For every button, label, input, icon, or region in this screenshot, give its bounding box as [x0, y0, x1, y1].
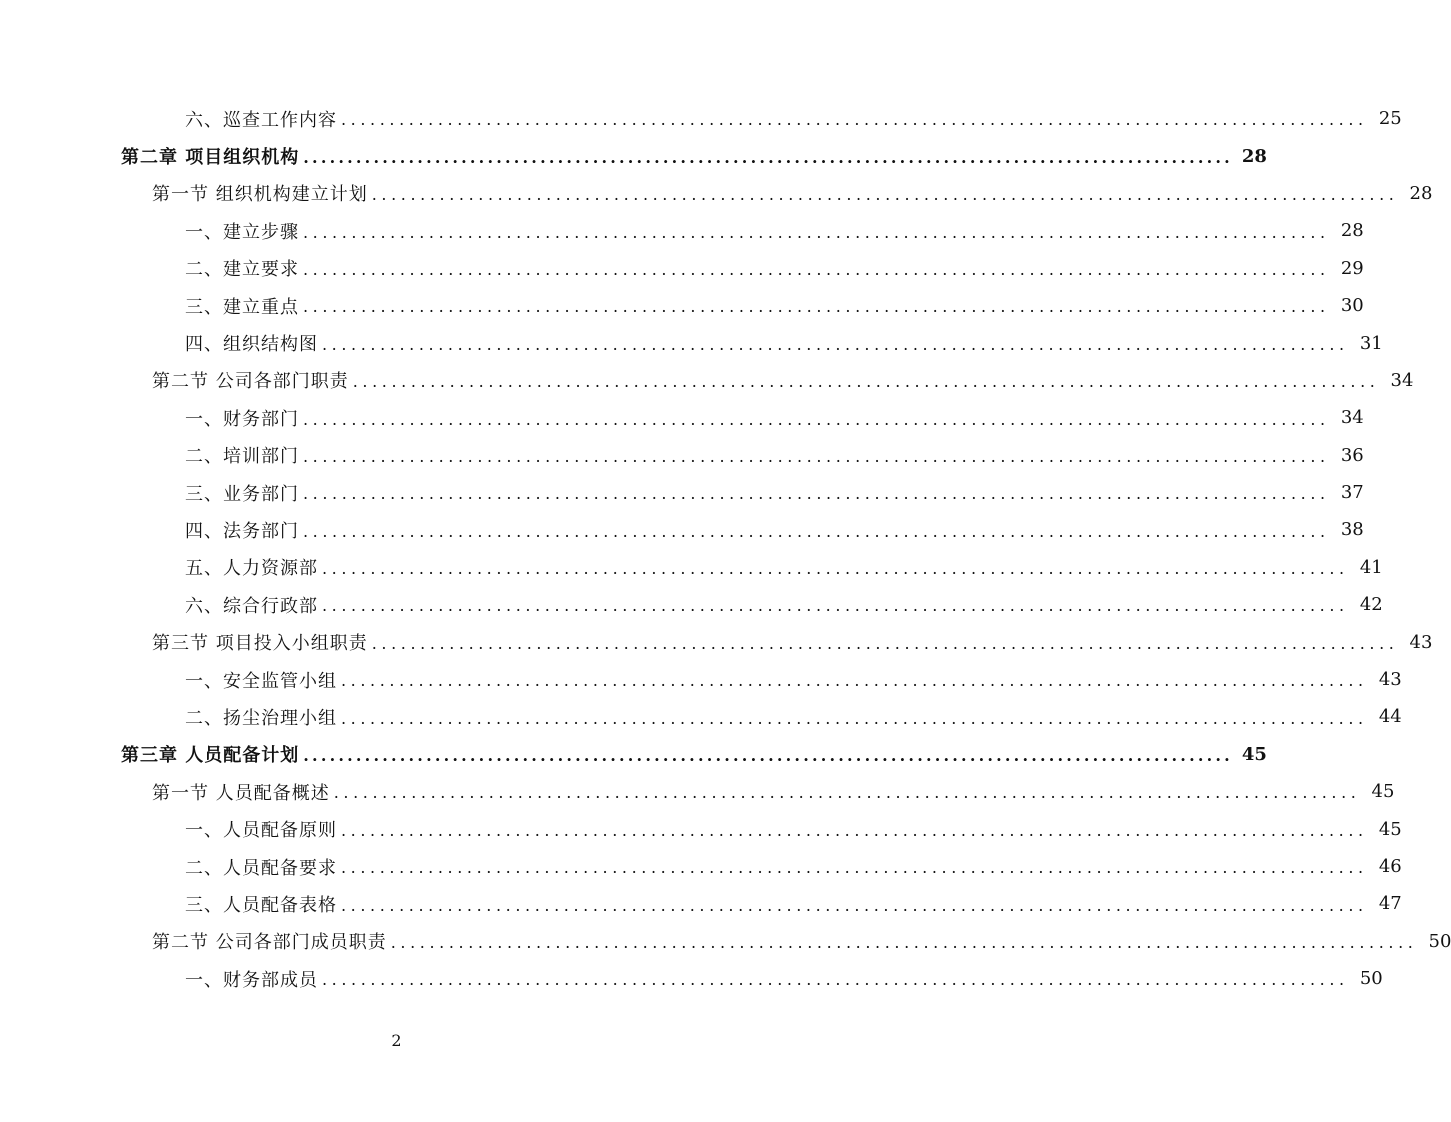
toc-entry-label: 四、组织结构图	[185, 334, 318, 356]
table-of-contents	[0, 100, 1451, 997]
toc-dot-leader: ..........................................................................................................	[303, 147, 1233, 167]
toc-entry-page-number: 28	[1409, 182, 1433, 204]
toc-entry-page-number: 37	[1340, 482, 1364, 504]
toc-subsection-entry[interactable]	[0, 698, 1402, 735]
toc-entry-label: 二、人员配备要求	[185, 857, 337, 879]
toc-entry-label: 第三章 人员配备计划	[121, 745, 300, 767]
toc-dot-leader: ..........................................................................................................	[341, 110, 1368, 130]
toc-section-entry[interactable]	[0, 362, 1414, 399]
toc-entry-label: 三、建立重点	[185, 296, 299, 318]
toc-entry-page-number: 28	[1340, 220, 1364, 242]
toc-entry-label: 二、培训部门	[185, 446, 299, 468]
toc-section-entry[interactable]	[0, 923, 1451, 960]
toc-subsection-entry[interactable]	[0, 399, 1364, 436]
toc-subsection-entry[interactable]	[0, 848, 1402, 885]
toc-dot-leader: ..........................................................................................................	[303, 297, 1330, 317]
toc-dot-leader: ..........................................................................................................	[341, 671, 1368, 691]
toc-dot-leader: ..........................................................................................................	[390, 932, 1418, 952]
toc-subsection-entry[interactable]	[0, 511, 1364, 548]
toc-entry-label: 五、人力资源部	[185, 558, 318, 580]
toc-entry-label: 一、人员配备原则	[185, 820, 337, 842]
toc-entry-page-number: 43	[1378, 669, 1402, 691]
toc-dot-leader: ..........................................................................................................	[322, 970, 1349, 990]
toc-subsection-entry[interactable]	[0, 586, 1383, 623]
toc-entry-label: 第二节 公司各部门成员职责	[152, 932, 387, 954]
toc-entry-label: 二、扬尘治理小组	[185, 707, 337, 729]
toc-section-entry[interactable]	[0, 773, 1395, 810]
toc-subsection-entry[interactable]	[0, 324, 1383, 361]
toc-dot-leader: ..........................................................................................................	[303, 521, 1330, 541]
toc-entry-page-number: 45	[1371, 781, 1395, 803]
toc-dot-leader: ..........................................................................................................	[341, 895, 1368, 915]
toc-entry-label: 第二章 项目组织机构	[121, 147, 300, 169]
toc-subsection-entry[interactable]	[0, 474, 1364, 511]
toc-subsection-entry[interactable]	[0, 212, 1364, 249]
toc-entry-label: 六、综合行政部	[185, 595, 318, 617]
toc-dot-leader: ..........................................................................................................	[371, 185, 1399, 205]
toc-dot-leader: ..........................................................................................................	[322, 559, 1349, 579]
toc-entry-page-number: 45	[1241, 743, 1267, 765]
toc-subsection-entry[interactable]	[0, 437, 1364, 474]
toc-entry-page-number: 45	[1378, 818, 1402, 840]
toc-entry-label: 第一节 组织机构建立计划	[152, 184, 368, 206]
toc-subsection-entry[interactable]	[0, 810, 1402, 847]
toc-entry-page-number: 30	[1340, 295, 1364, 317]
toc-entry-label: 第一节 人员配备概述	[152, 782, 330, 804]
toc-entry-page-number: 41	[1359, 556, 1383, 578]
toc-entry-label: 一、财务部成员	[185, 969, 318, 991]
toc-dot-leader: ..........................................................................................................	[341, 708, 1368, 728]
toc-dot-leader: ..........................................................................................................	[303, 259, 1330, 279]
toc-entry-label: 三、业务部门	[185, 483, 299, 505]
toc-dot-leader: ..........................................................................................................	[333, 783, 1361, 803]
toc-entry-page-number: 36	[1340, 444, 1364, 466]
toc-subsection-entry[interactable]	[0, 960, 1383, 997]
toc-dot-leader: ..........................................................................................................	[303, 222, 1330, 242]
toc-entry-label: 第三节 项目投入小组职责	[152, 633, 368, 655]
toc-entry-page-number: 42	[1359, 594, 1383, 616]
toc-dot-leader: ..........................................................................................................	[303, 446, 1330, 466]
toc-subsection-entry[interactable]	[0, 100, 1402, 137]
toc-dot-leader: ..........................................................................................................	[371, 633, 1399, 653]
toc-entry-page-number: 34	[1390, 369, 1414, 391]
toc-entry-page-number: 50	[1428, 930, 1451, 952]
toc-dot-leader: ..........................................................................................................	[303, 746, 1233, 766]
toc-entry-page-number: 38	[1340, 519, 1364, 541]
toc-entry-label: 六、巡查工作内容	[185, 109, 337, 131]
toc-subsection-entry[interactable]	[0, 885, 1402, 922]
toc-entry-page-number: 47	[1378, 893, 1402, 915]
toc-entry-page-number: 50	[1359, 968, 1383, 990]
toc-dot-leader: ..........................................................................................................	[303, 409, 1330, 429]
toc-subsection-entry[interactable]	[0, 287, 1364, 324]
toc-entry-page-number: 34	[1340, 407, 1364, 429]
toc-dot-leader: ..........................................................................................................	[341, 858, 1368, 878]
toc-dot-leader: ..........................................................................................................	[341, 820, 1368, 840]
toc-dot-leader: ..........................................................................................................	[352, 372, 1380, 392]
toc-entry-page-number: 29	[1340, 257, 1364, 279]
toc-subsection-entry[interactable]	[0, 661, 1402, 698]
toc-chapter-entry[interactable]	[0, 736, 1267, 773]
toc-chapter-entry[interactable]	[0, 137, 1267, 174]
toc-subsection-entry[interactable]	[0, 250, 1364, 287]
toc-entry-label: 一、安全监管小组	[185, 670, 337, 692]
toc-entry-label: 四、法务部门	[185, 520, 299, 542]
toc-dot-leader: ..........................................................................................................	[322, 334, 1349, 354]
page-number: 2	[391, 1031, 402, 1050]
toc-entry-label: 二、建立要求	[185, 259, 299, 281]
toc-entry-page-number: 31	[1359, 332, 1383, 354]
toc-entry-page-number: 46	[1378, 856, 1402, 877]
toc-entry-page-number: 43	[1409, 631, 1433, 653]
toc-entry-label: 三、人员配备表格	[185, 894, 337, 916]
toc-entry-label: 一、财务部门	[185, 408, 299, 430]
toc-entry-label: 一、建立步骤	[185, 221, 299, 243]
toc-dot-leader: ..........................................................................................................	[303, 484, 1330, 504]
toc-entry-page-number: 28	[1241, 145, 1267, 167]
toc-section-entry[interactable]	[0, 175, 1433, 212]
toc-subsection-entry[interactable]	[0, 549, 1383, 586]
toc-entry-label: 第二节 公司各部门职责	[152, 371, 349, 393]
toc-section-entry[interactable]	[0, 623, 1433, 660]
toc-dot-leader: ..........................................................................................................	[322, 596, 1349, 616]
toc-entry-page-number: 44	[1378, 706, 1402, 728]
toc-entry-page-number: 25	[1378, 108, 1402, 130]
